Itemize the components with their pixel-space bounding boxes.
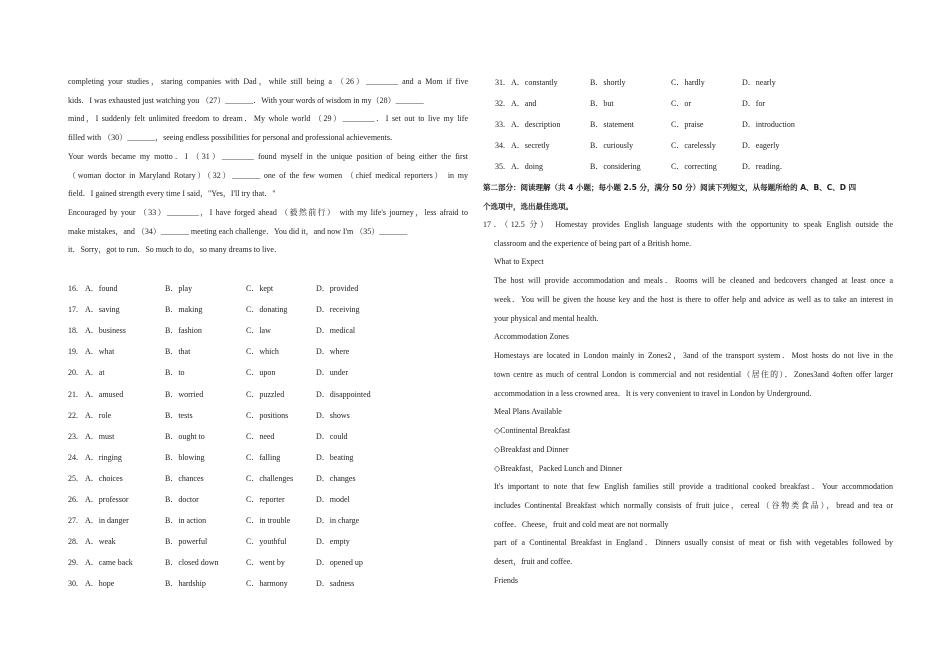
option-a: A．secretly	[511, 141, 550, 150]
option-c: C．kept	[246, 284, 274, 293]
option-d: D．eagerly	[742, 141, 780, 150]
reading-line: ◇Continental Breakfast	[494, 426, 571, 435]
option-b: B．statement	[590, 120, 634, 129]
passage-line: Encouraged by your （33）________，I have forged ahead （毅然前行） with my life's journey，less afraid to	[68, 208, 468, 217]
section2-heading-line1: 第二部分：阅读理解（共 4 小题；每小题 2.5 分，满分 50 分）阅读下列短文，从每题所给的 A、B、C、D 四	[483, 183, 857, 192]
reading-line: Meal Plans Available	[494, 407, 562, 416]
option-b: B．making	[165, 305, 203, 315]
option-a: A．role	[85, 410, 112, 420]
question-number: 33.	[495, 120, 505, 129]
question-number: 32.	[495, 99, 505, 108]
question-number: 23.	[68, 431, 78, 441]
reading-line: desert，fruit and coffee.	[494, 557, 573, 566]
reading-line: includes Continental Breakfast which normally consists of fruit juice，cereal（谷物类食品），bread and tea or	[494, 501, 893, 510]
option-c: C．or	[671, 99, 691, 108]
reading-line: part of a Continental Breakfast in England．Dinners usually consist of meat or fish with vegetables followed by	[494, 538, 893, 547]
passage-line: filled with （30）_______，seeing endless possibilities for personal and professional achievements．	[68, 133, 398, 142]
reading-line: week．You will be given the house key and the host is there to offer help and advice as well as to take an interest in	[494, 295, 893, 304]
option-d: D．for	[742, 99, 766, 108]
option-c: C．positions	[246, 410, 289, 420]
option-c: C．puzzled	[246, 389, 285, 399]
passage-line: mind，I suddenly felt unlimited freedom to dream．My whole world （29）________．I set out to live my life	[68, 114, 468, 123]
question-number: 21.	[68, 389, 78, 399]
question-number: 31.	[495, 78, 505, 87]
question-number: 35.	[495, 162, 505, 171]
option-d: D．where	[316, 347, 350, 357]
question-number: 18.	[68, 326, 78, 336]
option-a: A．at	[85, 368, 105, 378]
reading-line: Homestays are located in London mainly in Zones2，3and of the transport system．Most hosts do not live in the	[494, 351, 893, 360]
option-b: B．closed down	[165, 558, 219, 568]
option-a: A．must	[85, 431, 115, 441]
option-d: D．empty	[316, 537, 350, 547]
option-a: A．description	[511, 120, 561, 129]
option-d: D．provided	[316, 284, 359, 293]
reading-line: Friends	[494, 576, 518, 585]
reading-line: The host will provide accommodation and meals．Rooms will be cleaned and bedcovers changed at least once a	[494, 276, 893, 285]
reading-line: It's important to note that few English families still provide a traditional cooked breakfast．Your accommodation	[494, 482, 893, 491]
option-c: C．which	[246, 347, 279, 357]
option-b: B．curiously	[590, 141, 634, 150]
option-b: B．but	[590, 99, 614, 108]
question-number: 19.	[68, 347, 78, 357]
reading-line: 17．（12.5 分） Homestay provides English language students with the opportunity to speak English outside the	[483, 220, 893, 229]
option-b: B．tests	[165, 410, 193, 420]
reading-line: classroom and the experience of being part of a British home.	[494, 239, 692, 248]
passage-line: （woman doctor in Maryland Rotary）（32）_______ one of the few women （chief medical reporters） in my	[68, 171, 468, 180]
question-number: 28.	[68, 537, 78, 547]
option-d: D．medical	[316, 326, 356, 336]
option-c: C．falling	[246, 452, 281, 462]
option-c: C．reporter	[246, 495, 285, 504]
reading-line: ◇Breakfast，Packed Lunch and Dinner	[494, 464, 623, 473]
option-c: C．law	[246, 326, 271, 336]
option-d: D．changes	[316, 473, 356, 483]
option-a: A．weak	[85, 537, 116, 547]
question-number: 25.	[68, 473, 78, 483]
passage-line: Your words became my motto．I （31）________ found myself in the unique position of being either the first	[68, 152, 468, 161]
option-b: B．powerful	[165, 537, 208, 547]
option-a: A．found	[85, 284, 118, 293]
option-c: C．carelessly	[671, 141, 716, 150]
option-d: D．could	[316, 431, 348, 441]
option-a: A．constantly	[511, 78, 558, 87]
option-c: C．praise	[671, 120, 704, 129]
option-a: A．doing	[511, 162, 543, 171]
reading-line: accommodation in a less crowned area．It is very convenient to travel in London by Underground.	[494, 389, 812, 398]
option-a: A．professor	[85, 495, 129, 504]
option-c: C．correcting	[671, 162, 717, 171]
option-a: A．in danger	[85, 516, 129, 526]
reading-line: coffee．Cheese，fruit and cold meat are not normally	[494, 520, 669, 529]
option-a: A．what	[85, 347, 115, 357]
option-d: D．sadness	[316, 579, 355, 589]
option-d: D．shows	[316, 410, 350, 420]
option-c: C．donating	[246, 305, 288, 315]
option-b: B．ought to	[165, 431, 205, 441]
option-b: B．worried	[165, 389, 204, 399]
section2-heading-line2: 个选项中，选出最佳选项。	[483, 202, 573, 211]
option-d: D．beating	[316, 452, 354, 462]
option-a: A．came back	[85, 558, 133, 568]
question-number: 20.	[68, 368, 78, 378]
option-d: D．opened up	[316, 558, 363, 568]
question-number: 24.	[68, 452, 78, 462]
option-c: C．hardly	[671, 78, 705, 87]
option-d: D．in charge	[316, 516, 360, 526]
question-number: 34.	[495, 141, 505, 150]
option-b: B．chances	[165, 473, 204, 483]
option-a: A．choices	[85, 473, 123, 483]
option-c: C．harmony	[246, 579, 288, 589]
option-d: D．reading．	[742, 162, 788, 171]
option-a: A．saving	[85, 305, 120, 315]
option-b: B．considering	[590, 162, 641, 171]
passage-line: field．I gained strength every time I said，"Yes，I'll try that．"	[68, 189, 276, 198]
option-b: B．play	[165, 284, 193, 293]
option-b: B．blowing	[165, 452, 205, 462]
option-a: A．hope	[85, 579, 115, 589]
option-b: B．doctor	[165, 495, 199, 504]
option-d: D．under	[316, 368, 348, 378]
reading-line: town centre as much of central London is commercial and not residential（居住的）．Zones3and 4often offer larger	[494, 370, 893, 379]
reading-line: ◇Breakfast and Dinner	[494, 445, 569, 454]
question-number: 29.	[68, 558, 78, 568]
option-a: A．and	[511, 99, 537, 108]
passage-line: kids．I was exhausted just watching you （27）_______．With your words of wisdom in my（28）_______	[68, 96, 424, 105]
option-b: B．hardship	[165, 579, 206, 589]
passage-line: it．Sorry，got to run．So much to do，so many dreams to live．	[68, 245, 282, 254]
option-a: A．amused	[85, 389, 124, 399]
reading-line: What to Expect	[494, 257, 544, 266]
option-c: C．upon	[246, 368, 276, 378]
question-number: 17.	[68, 305, 78, 315]
reading-line: your physical and mental health.	[494, 314, 599, 323]
option-c: C．challenges	[246, 473, 294, 483]
option-a: A．business	[85, 326, 126, 336]
option-d: D．nearly	[742, 78, 776, 87]
option-c: C．in trouble	[246, 516, 291, 526]
option-d: D．disappointed	[316, 389, 371, 399]
option-d: D．model	[316, 495, 350, 504]
option-b: B．shortly	[590, 78, 626, 87]
option-b: B．fashion	[165, 326, 202, 336]
option-c: C．youthful	[246, 537, 287, 547]
option-a: A．ringing	[85, 452, 122, 462]
question-number: 26.	[68, 495, 78, 504]
option-b: B．that	[165, 347, 191, 357]
option-c: C．went by	[246, 558, 285, 568]
option-b: B．to	[165, 368, 185, 378]
passage-line: make mistakes，and （34）_______ meeting each challenge．You did it，and now I'm （35）_______	[68, 227, 408, 236]
option-d: D．introduction	[742, 120, 795, 129]
question-number: 30.	[68, 579, 78, 589]
question-number: 16.	[68, 284, 78, 293]
passage-line: completing your studies，staring companies with Dad，while still being a （26）________ and a Mom if five	[68, 77, 468, 86]
question-number: 27.	[68, 516, 78, 526]
question-number: 22.	[68, 410, 78, 420]
option-d: D．receiving	[316, 305, 360, 315]
option-c: C．need	[246, 431, 275, 441]
option-b: B．in action	[165, 516, 207, 526]
reading-line: Accommodation Zones	[494, 332, 569, 341]
